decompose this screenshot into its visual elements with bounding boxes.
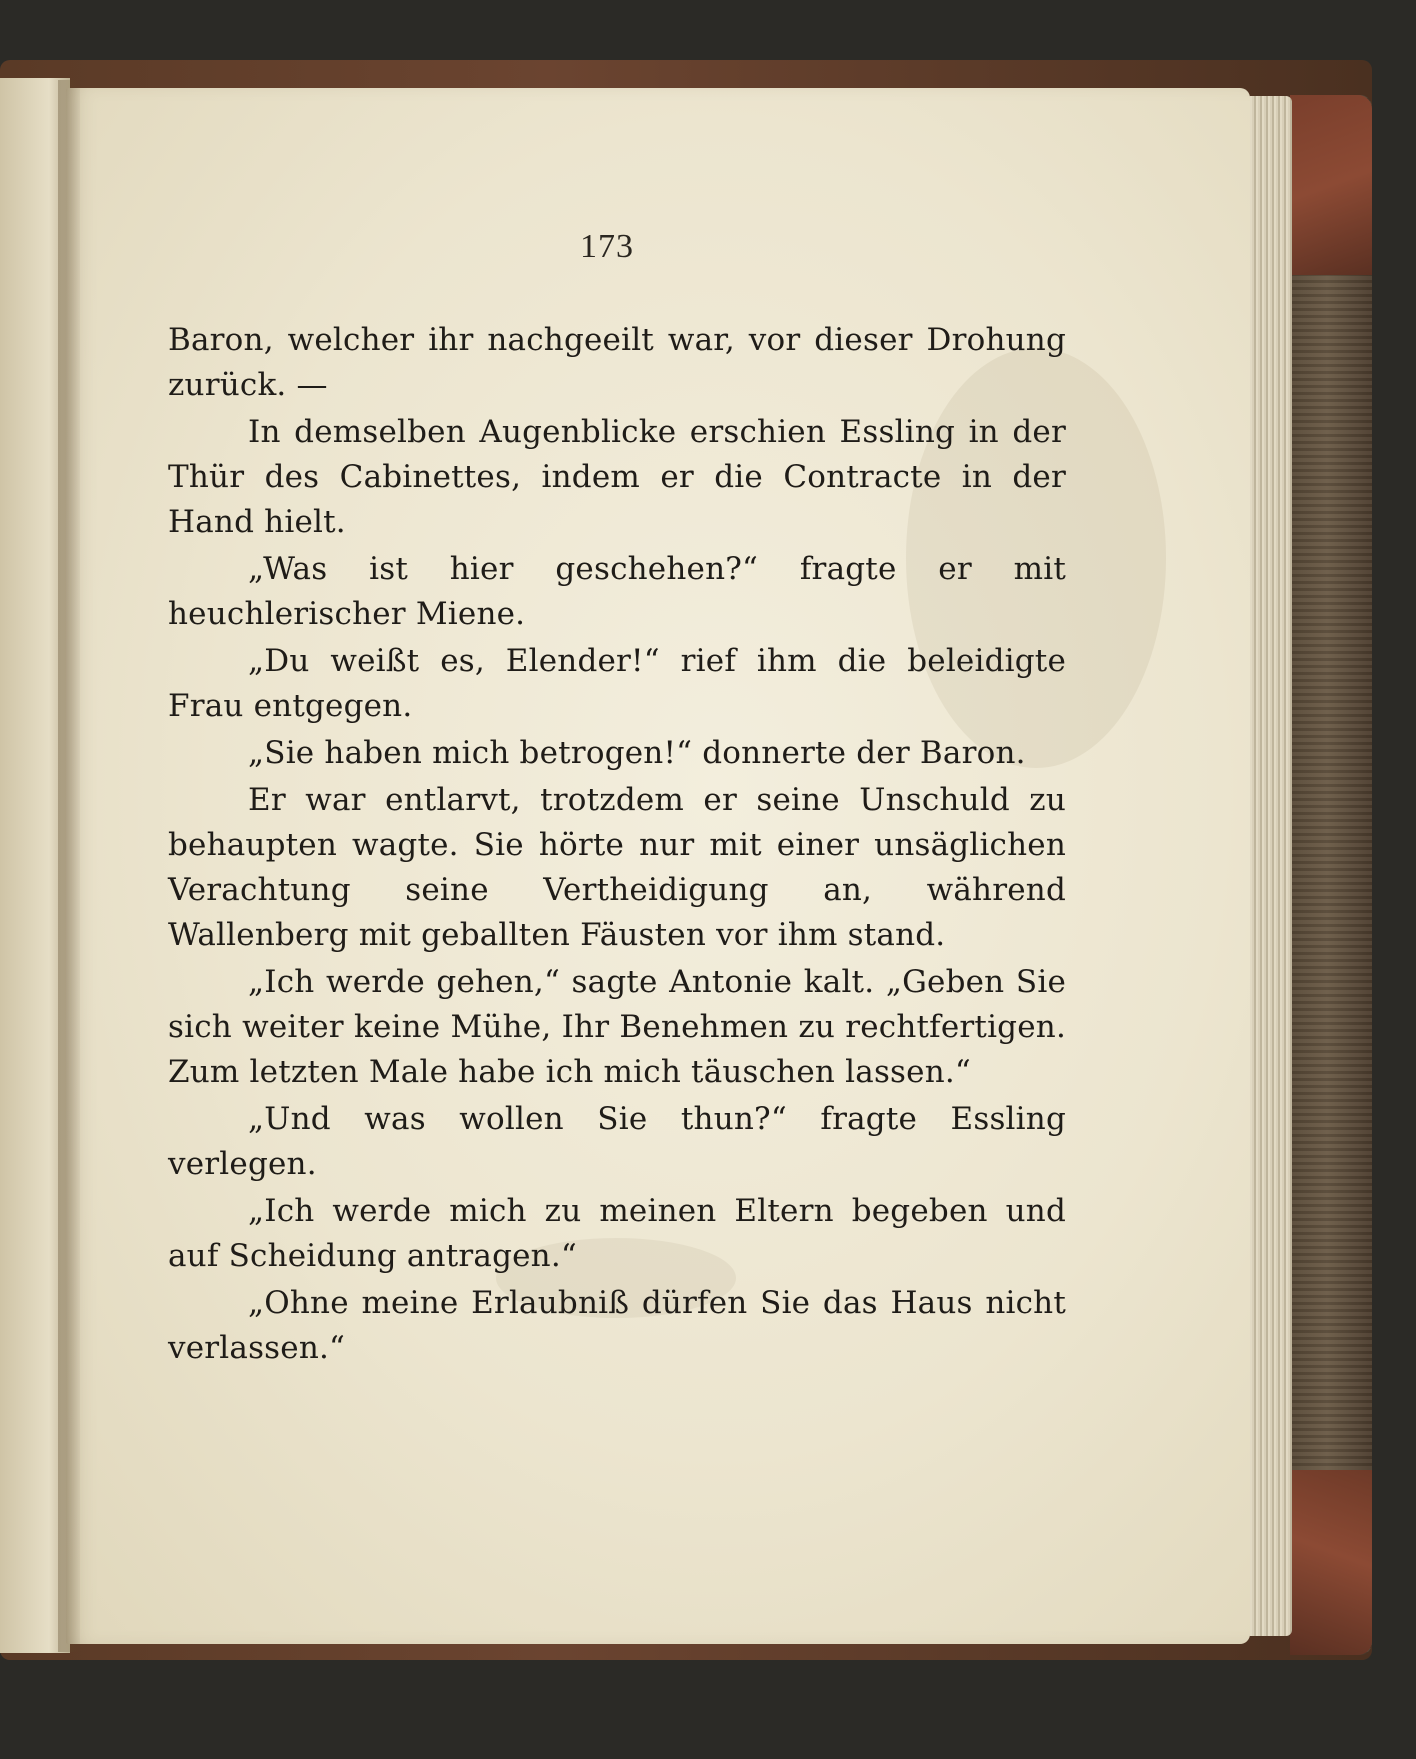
leather-corner-top xyxy=(1290,95,1372,275)
paragraph: „Was ist hier geschehen?“ fragte er mit heuchlerischer Miene. xyxy=(168,551,1066,632)
paragraph: „Ohne meine Erlaubniß dürfen Sie das Haus nicht verlassen.“ xyxy=(168,1285,1066,1366)
leather-corner-bottom xyxy=(1290,1470,1372,1655)
paragraph: „Ich werde gehen,“ sagte Antonie kalt. „Geben Sie sich weiter keine Mühe, Ihr Benehmen zu rechtfertigen. Zum letzten Male habe ich mich täuschen lassen.“ xyxy=(168,964,1066,1090)
page-text xyxy=(168,318,1066,1371)
page-number: 173 xyxy=(580,228,634,265)
page-gutter xyxy=(58,80,80,1652)
paragraph: „Ich werde mich zu meinen Eltern begeben und auf Scheidung antragen.“ xyxy=(168,1193,1066,1274)
paragraph: Er war entlarvt, trotzdem er seine Unschuld zu behaupten wagte. Sie hörte nur mit einer unsäglichen Verachtung seine Vertheidigung an, während Wallenberg mit geballten Fäusten vor ihm stand. xyxy=(168,782,1066,953)
paragraph: Baron, welcher ihr nachgeeilt war, vor dieser Drohung zurück. — xyxy=(168,322,1066,403)
paragraph: In demselben Augenblicke erschien Essling in der Thür des Cabinettes, indem er die Contracte in der Hand hielt. xyxy=(168,414,1066,540)
paragraph: „Du weißt es, Elender!“ rief ihm die beleidigte Frau entgegen. xyxy=(168,643,1066,724)
book-spine-edge xyxy=(1290,95,1372,1655)
paragraph: „Und was wollen Sie thun?“ fragte Essling verlegen. xyxy=(168,1101,1066,1182)
paragraph: „Sie haben mich betrogen!“ donnerte der Baron. xyxy=(248,735,1026,771)
